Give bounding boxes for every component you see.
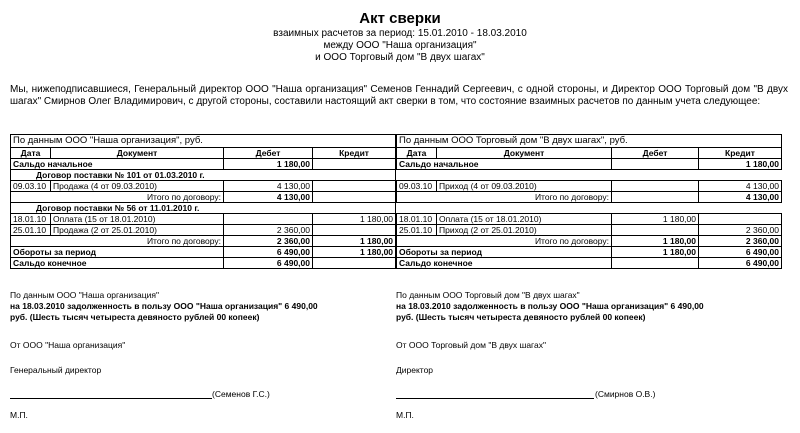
left-footer-from: От ООО "Наша организация" xyxy=(10,340,126,350)
row-debit xyxy=(612,225,699,236)
row-document: Приход (2 от 25.01.2010) xyxy=(437,225,612,236)
row-credit xyxy=(313,181,396,192)
left-col-document: Документ xyxy=(51,148,224,159)
period-line: взаимных расчетов за период: 15.01.2010 - 18.03.2010 xyxy=(273,28,527,39)
closing-debit xyxy=(612,258,699,269)
left-closing-row xyxy=(11,258,396,269)
right-footer-stamp: М.П. xyxy=(396,410,414,420)
left-opening-credit xyxy=(313,159,396,170)
right-footer-by-data: По данным ООО Торговый дом "В двух шагах" xyxy=(396,290,580,300)
row-credit: 4 130,00 xyxy=(699,181,782,192)
document-title: Акт сверки xyxy=(359,10,441,27)
left-footer-position: Генеральный директор xyxy=(10,365,102,375)
row-debit xyxy=(612,181,699,192)
document-header xyxy=(0,10,800,64)
left-signature-line xyxy=(10,398,212,399)
left-col-credit: Кредит xyxy=(313,148,396,159)
row-credit xyxy=(313,225,396,236)
right-table-heading: По данным ООО Торговый дом "В двух шагах", руб. xyxy=(397,135,782,148)
table-row xyxy=(11,214,396,225)
left-col-date: Дата xyxy=(11,148,51,159)
left-contract1-title: Договор поставки № 101 от 01.03.2010 г. xyxy=(11,170,396,181)
left-footer-debt-line1: на 18.03.2010 задолженность в пользу ООО "Наша организация" 6 490,00 xyxy=(10,301,318,311)
total-credit: 2 360,00 xyxy=(699,236,782,247)
left-opening-row xyxy=(11,159,396,170)
turnover-credit: 1 180,00 xyxy=(313,247,396,258)
total-credit: 1 180,00 xyxy=(313,236,396,247)
row-debit: 1 180,00 xyxy=(612,214,699,225)
left-footer-by-data: По данным ООО "Наша организация" xyxy=(10,290,159,300)
left-footer-signer: (Семенов Г.С.) xyxy=(212,389,270,399)
turnover-label: Обороты за период xyxy=(397,247,612,258)
closing-credit: 6 490,00 xyxy=(699,258,782,269)
row-date: 09.03.10 xyxy=(397,181,437,192)
left-col-debit: Дебет xyxy=(224,148,313,159)
right-footer-signer: (Смирнов О.В.) xyxy=(595,389,656,399)
total-credit xyxy=(313,192,396,203)
right-col-debit: Дебет xyxy=(612,148,699,159)
right-col-date: Дата xyxy=(397,148,437,159)
table-row xyxy=(11,181,396,192)
right-opening-label: Сальдо начальное xyxy=(397,159,612,170)
right-reconciliation-table xyxy=(396,134,782,269)
right-footer-from: От ООО Торговый дом "В двух шагах" xyxy=(396,340,546,350)
right-footer-position: Директор xyxy=(396,365,434,375)
closing-credit xyxy=(313,258,396,269)
row-date: 25.01.10 xyxy=(397,225,437,236)
table-row xyxy=(397,214,782,225)
left-footer-stamp: М.П. xyxy=(10,410,28,420)
left-footer-debt-line2: руб. (Шесть тысяч четыреста девяносто рублей 00 копеек) xyxy=(10,312,260,322)
left-contract1-total-row xyxy=(11,192,396,203)
row-document: Продажа (4 от 09.03.2010) xyxy=(51,181,224,192)
left-turnover-row xyxy=(11,247,396,258)
right-signature-line xyxy=(396,398,594,399)
turnover-credit: 6 490,00 xyxy=(699,247,782,258)
closing-label: Сальдо конечное xyxy=(11,258,224,269)
closing-debit: 6 490,00 xyxy=(224,258,313,269)
closing-label: Сальдо конечное xyxy=(397,258,612,269)
right-contract1-total-row xyxy=(397,192,782,203)
left-table-heading: По данным ООО "Наша организация", руб. xyxy=(11,135,396,148)
row-date: 25.01.10 xyxy=(11,225,51,236)
row-credit: 1 180,00 xyxy=(313,214,396,225)
left-reconciliation-table xyxy=(10,134,396,269)
row-date: 09.03.10 xyxy=(11,181,51,192)
left-opening-debit: 1 180,00 xyxy=(224,159,313,170)
total-debit xyxy=(612,192,699,203)
right-footer-debt-line2: руб. (Шесть тысяч четыреста девяносто рублей 00 копеек) xyxy=(396,312,646,322)
right-footer-debt-line1: на 18.03.2010 задолженность в пользу ООО "Наша организация" 6 490,00 xyxy=(396,301,704,311)
total-label: Итого по договору: xyxy=(11,192,224,203)
left-contract2-total-row xyxy=(11,236,396,247)
row-credit xyxy=(699,214,782,225)
table-row xyxy=(397,225,782,236)
party1-line: между ООО "Наша организация" xyxy=(323,40,477,51)
right-contract2-spacer xyxy=(397,203,782,214)
row-debit: 4 130,00 xyxy=(224,181,313,192)
row-debit xyxy=(224,214,313,225)
turnover-label: Обороты за период xyxy=(11,247,224,258)
row-document: Оплата (15 от 18.01.2010) xyxy=(437,214,612,225)
total-label: Итого по договору: xyxy=(397,192,612,203)
row-document: Продажа (2 от 25.01.2010) xyxy=(51,225,224,236)
row-debit: 2 360,00 xyxy=(224,225,313,236)
party2-line: и ООО Торговый дом "В двух шагах" xyxy=(315,52,485,63)
row-credit: 2 360,00 xyxy=(699,225,782,236)
total-debit: 4 130,00 xyxy=(224,192,313,203)
right-opening-credit: 1 180,00 xyxy=(699,159,782,170)
row-document: Оплата (15 от 18.01.2010) xyxy=(51,214,224,225)
right-opening-row xyxy=(397,159,782,170)
total-debit: 1 180,00 xyxy=(612,236,699,247)
right-contract1-spacer xyxy=(397,170,782,181)
row-document: Приход (4 от 09.03.2010) xyxy=(437,181,612,192)
total-label: Итого по договору: xyxy=(11,236,224,247)
total-label: Итого по договору: xyxy=(397,236,612,247)
right-col-credit: Кредит xyxy=(699,148,782,159)
table-row xyxy=(397,181,782,192)
right-turnover-row xyxy=(397,247,782,258)
left-opening-label: Сальдо начальное xyxy=(11,159,224,170)
row-date: 18.01.10 xyxy=(11,214,51,225)
total-credit: 4 130,00 xyxy=(699,192,782,203)
left-contract2-title: Договор поставки № 56 от 11.01.2010 г. xyxy=(11,203,396,214)
table-row xyxy=(11,225,396,236)
turnover-debit: 6 490,00 xyxy=(224,247,313,258)
total-debit: 2 360,00 xyxy=(224,236,313,247)
row-date: 18.01.10 xyxy=(397,214,437,225)
turnover-debit: 1 180,00 xyxy=(612,247,699,258)
right-opening-debit xyxy=(612,159,699,170)
intro-paragraph: Мы, нижеподписавшиеся, Генеральный директор ООО "Наша организация" Семенов Геннадий Сергеевич, с одной стороны, и Директор ООО Торговый дом "В двух шагах" Смирнов Олег Владимирович, с другой стороны, составили настоящий акт сверки в том, что состояние взаимных расчетов по данным учета следующее: xyxy=(10,84,788,107)
right-col-document: Документ xyxy=(437,148,612,159)
right-contract2-total-row xyxy=(397,236,782,247)
right-closing-row xyxy=(397,258,782,269)
